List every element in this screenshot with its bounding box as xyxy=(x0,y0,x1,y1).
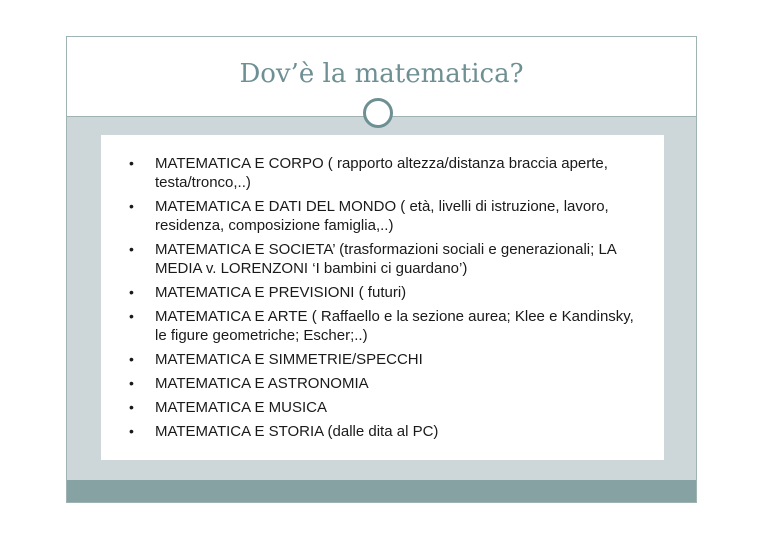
bullet-icon: • xyxy=(129,241,134,257)
list-item xyxy=(121,154,642,192)
bullet-icon: • xyxy=(129,375,134,391)
list-item-text: MATEMATICA E STORIA (dalle dita al PC) xyxy=(155,423,439,440)
list-item-text: MATEMATICA E SIMMETRIE/SPECCHI xyxy=(155,351,423,368)
list-item-text: MATEMATICA E SOCIETA’ (trasformazioni sociali e generazionali; LA MEDIA v. LORENZONI ‘I bambini ci guardano’) xyxy=(155,241,616,277)
slide-title: Dov’è la matematica? xyxy=(239,59,524,89)
list-item xyxy=(121,240,642,278)
footer-band xyxy=(67,480,696,502)
content-box xyxy=(101,135,664,460)
list-item-text: MATEMATICA E ASTRONOMIA xyxy=(155,375,369,392)
slide xyxy=(66,36,697,503)
bullet-icon: • xyxy=(129,284,134,300)
list-item xyxy=(121,422,642,441)
list-item-text: MATEMATICA E MUSICA xyxy=(155,399,327,416)
list-item xyxy=(121,398,642,417)
bullet-list xyxy=(101,135,664,441)
bullet-icon: • xyxy=(129,308,134,324)
list-item xyxy=(121,307,642,345)
bullet-icon: • xyxy=(129,399,134,415)
list-item xyxy=(121,283,642,302)
list-item xyxy=(121,350,642,369)
bullet-icon: • xyxy=(129,351,134,367)
circle-ornament-icon xyxy=(363,98,393,128)
list-item-text: MATEMATICA E DATI DEL MONDO ( età, livelli di istruzione, lavoro, residenza, composizione famiglia,..) xyxy=(155,198,609,234)
bullet-icon: • xyxy=(129,423,134,439)
list-item-text: MATEMATICA E PREVISIONI ( futuri) xyxy=(155,284,407,301)
list-item-text: MATEMATICA E ARTE ( Raffaello e la sezione aurea; Klee e Kandinsky, le figure geometriche; Escher;..) xyxy=(155,308,634,344)
list-item xyxy=(121,374,642,393)
list-item xyxy=(121,197,642,235)
bullet-icon: • xyxy=(129,155,134,171)
bullet-icon: • xyxy=(129,198,134,214)
list-item-text: MATEMATICA E CORPO ( rapporto altezza/distanza braccia aperte, testa/tronco,..) xyxy=(155,155,608,191)
